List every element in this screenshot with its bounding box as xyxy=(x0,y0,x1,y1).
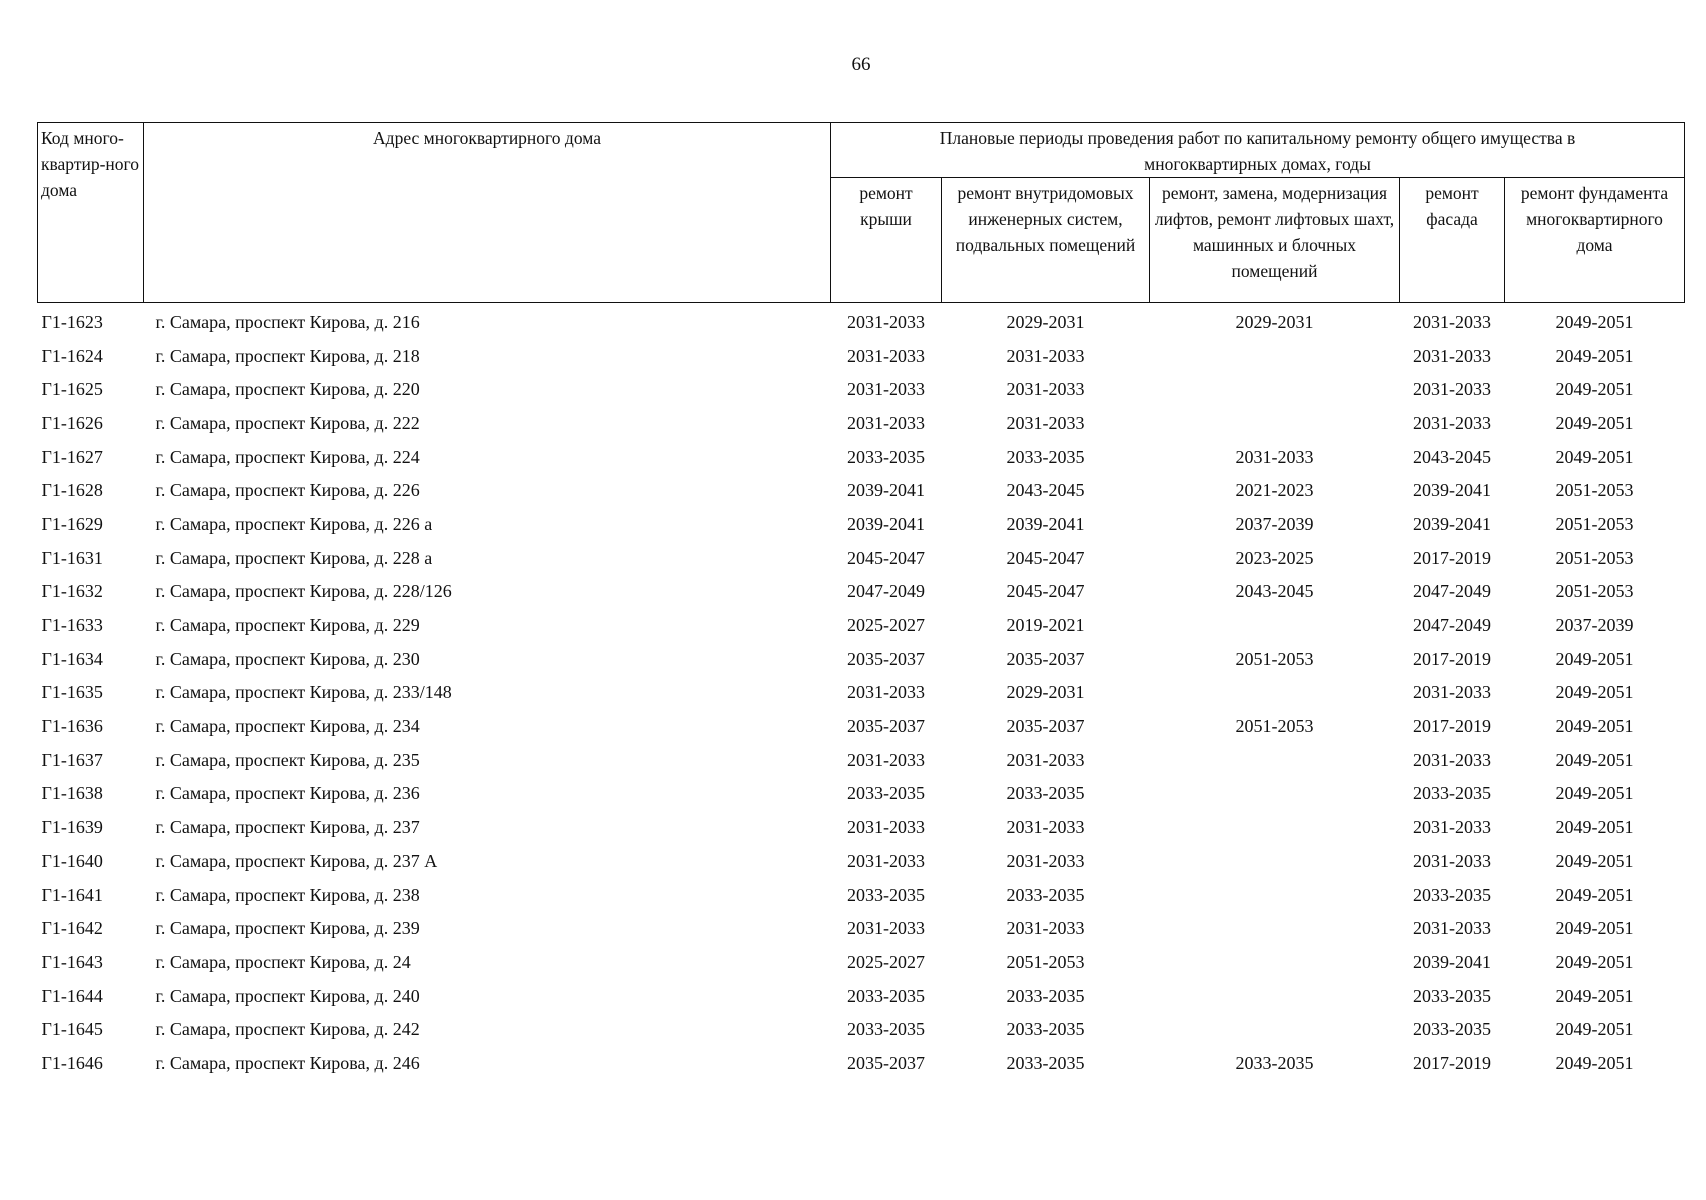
roof-period-cell: 2031-2033 xyxy=(847,311,925,332)
lift-period-cell xyxy=(1150,1012,1400,1046)
facade-period-cell: 2033-2035 xyxy=(1413,884,1491,905)
foundation-period-cell: 2049-2051 xyxy=(1555,682,1634,703)
table-row xyxy=(38,1012,1685,1046)
house-address-cell: г. Самара, проспект Кирова, д. 234 xyxy=(155,716,420,737)
lift-period-cell: 2033-2035 xyxy=(1235,1052,1314,1073)
house-address-cell: г. Самара, проспект Кирова, д. 224 xyxy=(155,446,420,467)
table-row xyxy=(38,608,1685,642)
facade-period-cell: 2017-2019 xyxy=(1413,716,1491,737)
engineering-period-cell: 2033-2035 xyxy=(1006,446,1085,467)
lift-period-cell: 2043-2045 xyxy=(1235,581,1314,602)
lift-period-cell xyxy=(1150,676,1400,710)
house-code-cell: Г1-1629 xyxy=(41,513,103,534)
house-code-cell: Г1-1639 xyxy=(41,817,103,838)
foundation-period-cell: 2049-2051 xyxy=(1555,345,1634,366)
facade-period-cell: 2031-2033 xyxy=(1413,311,1491,332)
lift-period-cell: 2051-2053 xyxy=(1235,648,1314,669)
lift-period-cell: 2021-2023 xyxy=(1235,480,1314,501)
facade-period-cell: 2047-2049 xyxy=(1413,615,1491,636)
facade-period-cell: 2031-2033 xyxy=(1413,918,1491,939)
foundation-period-cell: 2037-2039 xyxy=(1555,615,1634,636)
house-code-cell: Г1-1624 xyxy=(41,345,103,366)
roof-period-cell: 2033-2035 xyxy=(847,884,925,905)
lift-period-cell xyxy=(1150,945,1400,979)
facade-period-cell: 2033-2035 xyxy=(1413,1019,1491,1040)
table-row xyxy=(38,440,1685,474)
roof-period-cell: 2039-2041 xyxy=(847,480,925,501)
foundation-period-cell: 2049-2051 xyxy=(1555,918,1634,939)
facade-period-cell: 2039-2041 xyxy=(1413,480,1491,501)
roof-period-cell: 2031-2033 xyxy=(847,749,925,770)
facade-period-cell: 2017-2019 xyxy=(1413,648,1491,669)
lift-period-cell: 2051-2053 xyxy=(1235,716,1314,737)
table-row xyxy=(38,575,1685,609)
table-row xyxy=(38,372,1685,406)
table-body xyxy=(38,303,1685,1080)
engineering-period-cell: 2031-2033 xyxy=(1006,918,1085,939)
house-address-cell: г. Самара, проспект Кирова, д. 228/126 xyxy=(155,581,452,602)
house-address-cell: г. Самара, проспект Кирова, д. 233/148 xyxy=(155,682,452,703)
house-code-cell: Г1-1638 xyxy=(41,783,103,804)
house-address-cell: г. Самара, проспект Кирова, д. 216 xyxy=(155,311,420,332)
table-row xyxy=(38,945,1685,979)
table-row xyxy=(38,676,1685,710)
foundation-period-cell: 2051-2053 xyxy=(1555,547,1634,568)
engineering-period-cell: 2031-2033 xyxy=(1006,379,1085,400)
foundation-period-cell: 2049-2051 xyxy=(1555,1019,1634,1040)
house-address-cell: г. Самара, проспект Кирова, д. 226 а xyxy=(155,513,433,534)
engineering-period-cell: 2043-2045 xyxy=(1006,480,1085,501)
roof-period-cell: 2025-2027 xyxy=(847,615,925,636)
house-address-cell: г. Самара, проспект Кирова, д. 24 xyxy=(155,951,411,972)
facade-period-cell: 2033-2035 xyxy=(1413,783,1491,804)
engineering-period-cell: 2031-2033 xyxy=(1006,345,1085,366)
house-address-cell: г. Самара, проспект Кирова, д. 236 xyxy=(155,783,420,804)
table-row xyxy=(38,642,1685,676)
facade-period-cell: 2017-2019 xyxy=(1413,547,1491,568)
house-code-cell: Г1-1627 xyxy=(41,446,103,467)
house-code-cell: Г1-1626 xyxy=(41,412,103,433)
house-address-cell: г. Самара, проспект Кирова, д. 228 а xyxy=(155,547,433,568)
table-row xyxy=(38,303,1685,339)
house-address-cell: г. Самара, проспект Кирова, д. 238 xyxy=(155,884,420,905)
foundation-period-cell: 2049-2051 xyxy=(1555,749,1634,770)
engineering-period-cell: 2051-2053 xyxy=(1006,951,1085,972)
roof-period-cell: 2031-2033 xyxy=(847,918,925,939)
engineering-period-cell: 2019-2021 xyxy=(1006,615,1085,636)
roof-period-cell: 2031-2033 xyxy=(847,412,925,433)
house-address-cell: г. Самара, проспект Кирова, д. 246 xyxy=(155,1052,420,1073)
facade-period-cell: 2039-2041 xyxy=(1413,951,1491,972)
foundation-period-cell: 2051-2053 xyxy=(1555,480,1634,501)
house-address-cell: г. Самара, проспект Кирова, д. 220 xyxy=(155,379,420,400)
facade-period-cell: 2031-2033 xyxy=(1413,817,1491,838)
repair-schedule-table xyxy=(37,122,1685,1080)
roof-period-cell: 2033-2035 xyxy=(847,783,925,804)
house-code-cell: Г1-1632 xyxy=(41,581,103,602)
roof-period-cell: 2031-2033 xyxy=(847,817,925,838)
house-address-cell: г. Самара, проспект Кирова, д. 237 А xyxy=(155,850,438,871)
table-row xyxy=(38,473,1685,507)
foundation-period-cell: 2051-2053 xyxy=(1555,513,1634,534)
lift-period-cell: 2031-2033 xyxy=(1235,446,1314,467)
header-roof: ремонт крыши xyxy=(831,178,942,303)
header-code: Код много-квартир-ного дома xyxy=(38,123,144,303)
table-row xyxy=(38,911,1685,945)
foundation-period-cell: 2049-2051 xyxy=(1555,783,1634,804)
facade-period-cell: 2033-2035 xyxy=(1413,985,1491,1006)
table-header xyxy=(38,123,1685,303)
facade-period-cell: 2031-2033 xyxy=(1413,749,1491,770)
table-row xyxy=(38,406,1685,440)
foundation-period-cell: 2051-2053 xyxy=(1555,581,1634,602)
table-row xyxy=(38,709,1685,743)
table-row xyxy=(38,743,1685,777)
roof-period-cell: 2031-2033 xyxy=(847,345,925,366)
engineering-period-cell: 2033-2035 xyxy=(1006,884,1085,905)
page-number: 66 xyxy=(851,54,871,75)
house-address-cell: г. Самара, проспект Кирова, д. 226 xyxy=(155,480,420,501)
table-row xyxy=(38,339,1685,373)
foundation-period-cell: 2049-2051 xyxy=(1555,817,1634,838)
header-facade: ремонт фасада xyxy=(1400,178,1505,303)
table-row xyxy=(38,979,1685,1013)
foundation-period-cell: 2049-2051 xyxy=(1555,850,1634,871)
house-code-cell: Г1-1636 xyxy=(41,716,103,737)
house-address-cell: г. Самара, проспект Кирова, д. 240 xyxy=(155,985,420,1006)
engineering-period-cell: 2033-2035 xyxy=(1006,783,1085,804)
house-address-cell: г. Самара, проспект Кирова, д. 222 xyxy=(155,412,420,433)
house-code-cell: Г1-1645 xyxy=(41,1019,103,1040)
house-address-cell: г. Самара, проспект Кирова, д. 242 xyxy=(155,1019,420,1040)
house-address-cell: г. Самара, проспект Кирова, д. 230 xyxy=(155,648,420,669)
header-foundation: ремонт фундамента многоквартирного дома xyxy=(1505,178,1685,303)
header-lifts: ремонт, замена, модернизация лифтов, ремонт лифтовых шахт, машинных и блочных помещений xyxy=(1150,178,1400,303)
lift-period-cell xyxy=(1150,339,1400,373)
house-code-cell: Г1-1631 xyxy=(41,547,103,568)
foundation-period-cell: 2049-2051 xyxy=(1555,1052,1634,1073)
foundation-period-cell: 2049-2051 xyxy=(1555,379,1634,400)
header-engineering: ремонт внутридомовых инженерных систем, подвальных помещений xyxy=(942,178,1150,303)
engineering-period-cell: 2039-2041 xyxy=(1006,513,1085,534)
header-address: Адрес многоквартирного дома xyxy=(144,123,831,303)
lift-period-cell xyxy=(1150,406,1400,440)
house-address-cell: г. Самара, проспект Кирова, д. 229 xyxy=(155,615,420,636)
house-address-cell: г. Самара, проспект Кирова, д. 237 xyxy=(155,817,420,838)
foundation-period-cell: 2049-2051 xyxy=(1555,412,1634,433)
house-address-cell: г. Самара, проспект Кирова, д. 218 xyxy=(155,345,420,366)
house-code-cell: Г1-1623 xyxy=(41,311,103,332)
lift-period-cell: 2037-2039 xyxy=(1235,513,1314,534)
lift-period-cell xyxy=(1150,372,1400,406)
roof-period-cell: 2047-2049 xyxy=(847,581,925,602)
house-address-cell: г. Самара, проспект Кирова, д. 239 xyxy=(155,918,420,939)
lift-period-cell xyxy=(1150,608,1400,642)
house-code-cell: Г1-1643 xyxy=(41,951,103,972)
roof-period-cell: 2033-2035 xyxy=(847,446,925,467)
engineering-period-cell: 2031-2033 xyxy=(1006,850,1085,871)
engineering-period-cell: 2033-2035 xyxy=(1006,985,1085,1006)
foundation-period-cell: 2049-2051 xyxy=(1555,311,1634,332)
house-code-cell: Г1-1625 xyxy=(41,379,103,400)
house-code-cell: Г1-1641 xyxy=(41,884,103,905)
lift-period-cell xyxy=(1150,911,1400,945)
facade-period-cell: 2017-2019 xyxy=(1413,1052,1491,1073)
foundation-period-cell: 2049-2051 xyxy=(1555,446,1634,467)
engineering-period-cell: 2045-2047 xyxy=(1006,547,1085,568)
house-code-cell: Г1-1640 xyxy=(41,850,103,871)
facade-period-cell: 2043-2045 xyxy=(1413,446,1491,467)
house-code-cell: Г1-1633 xyxy=(41,615,103,636)
engineering-period-cell: 2029-2031 xyxy=(1006,311,1085,332)
roof-period-cell: 2045-2047 xyxy=(847,547,925,568)
foundation-period-cell: 2049-2051 xyxy=(1555,648,1634,669)
lift-period-cell xyxy=(1150,777,1400,811)
engineering-period-cell: 2035-2037 xyxy=(1006,648,1085,669)
engineering-period-cell: 2033-2035 xyxy=(1006,1052,1085,1073)
house-address-cell: г. Самара, проспект Кирова, д. 235 xyxy=(155,749,420,770)
roof-period-cell: 2031-2033 xyxy=(847,379,925,400)
lift-period-cell: 2023-2025 xyxy=(1235,547,1314,568)
table-row xyxy=(38,507,1685,541)
header-planned-periods: Плановые периоды проведения работ по капитальному ремонту общего имущества в многоквартирных домах, годы xyxy=(831,123,1685,178)
foundation-period-cell: 2049-2051 xyxy=(1555,985,1634,1006)
roof-period-cell: 2039-2041 xyxy=(847,513,925,534)
house-code-cell: Г1-1634 xyxy=(41,648,103,669)
foundation-period-cell: 2049-2051 xyxy=(1555,951,1634,972)
facade-period-cell: 2031-2033 xyxy=(1413,345,1491,366)
lift-period-cell xyxy=(1150,979,1400,1013)
roof-period-cell: 2033-2035 xyxy=(847,985,925,1006)
roof-period-cell: 2031-2033 xyxy=(847,682,925,703)
foundation-period-cell: 2049-2051 xyxy=(1555,884,1634,905)
engineering-period-cell: 2045-2047 xyxy=(1006,581,1085,602)
engineering-period-cell: 2031-2033 xyxy=(1006,412,1085,433)
engineering-period-cell: 2029-2031 xyxy=(1006,682,1085,703)
house-code-cell: Г1-1642 xyxy=(41,918,103,939)
facade-period-cell: 2031-2033 xyxy=(1413,412,1491,433)
table-row xyxy=(38,777,1685,811)
lift-period-cell: 2029-2031 xyxy=(1235,311,1314,332)
facade-period-cell: 2047-2049 xyxy=(1413,581,1491,602)
engineering-period-cell: 2033-2035 xyxy=(1006,1019,1085,1040)
house-code-cell: Г1-1628 xyxy=(41,480,103,501)
roof-period-cell: 2035-2037 xyxy=(847,1052,925,1073)
roof-period-cell: 2035-2037 xyxy=(847,716,925,737)
table-row xyxy=(38,878,1685,912)
facade-period-cell: 2031-2033 xyxy=(1413,682,1491,703)
house-code-cell: Г1-1637 xyxy=(41,749,103,770)
engineering-period-cell: 2031-2033 xyxy=(1006,817,1085,838)
table-row xyxy=(38,541,1685,575)
engineering-period-cell: 2035-2037 xyxy=(1006,716,1085,737)
house-code-cell: Г1-1635 xyxy=(41,682,103,703)
facade-period-cell: 2031-2033 xyxy=(1413,379,1491,400)
roof-period-cell: 2025-2027 xyxy=(847,951,925,972)
table-row xyxy=(38,1046,1685,1080)
house-code-cell: Г1-1644 xyxy=(41,985,103,1006)
table-row xyxy=(38,844,1685,878)
foundation-period-cell: 2049-2051 xyxy=(1555,716,1634,737)
lift-period-cell xyxy=(1150,743,1400,777)
facade-period-cell: 2031-2033 xyxy=(1413,850,1491,871)
house-code-cell: Г1-1646 xyxy=(41,1052,103,1073)
table-row xyxy=(38,810,1685,844)
lift-period-cell xyxy=(1150,810,1400,844)
roof-period-cell: 2035-2037 xyxy=(847,648,925,669)
roof-period-cell: 2033-2035 xyxy=(847,1019,925,1040)
facade-period-cell: 2039-2041 xyxy=(1413,513,1491,534)
lift-period-cell xyxy=(1150,878,1400,912)
lift-period-cell xyxy=(1150,844,1400,878)
engineering-period-cell: 2031-2033 xyxy=(1006,749,1085,770)
roof-period-cell: 2031-2033 xyxy=(847,850,925,871)
